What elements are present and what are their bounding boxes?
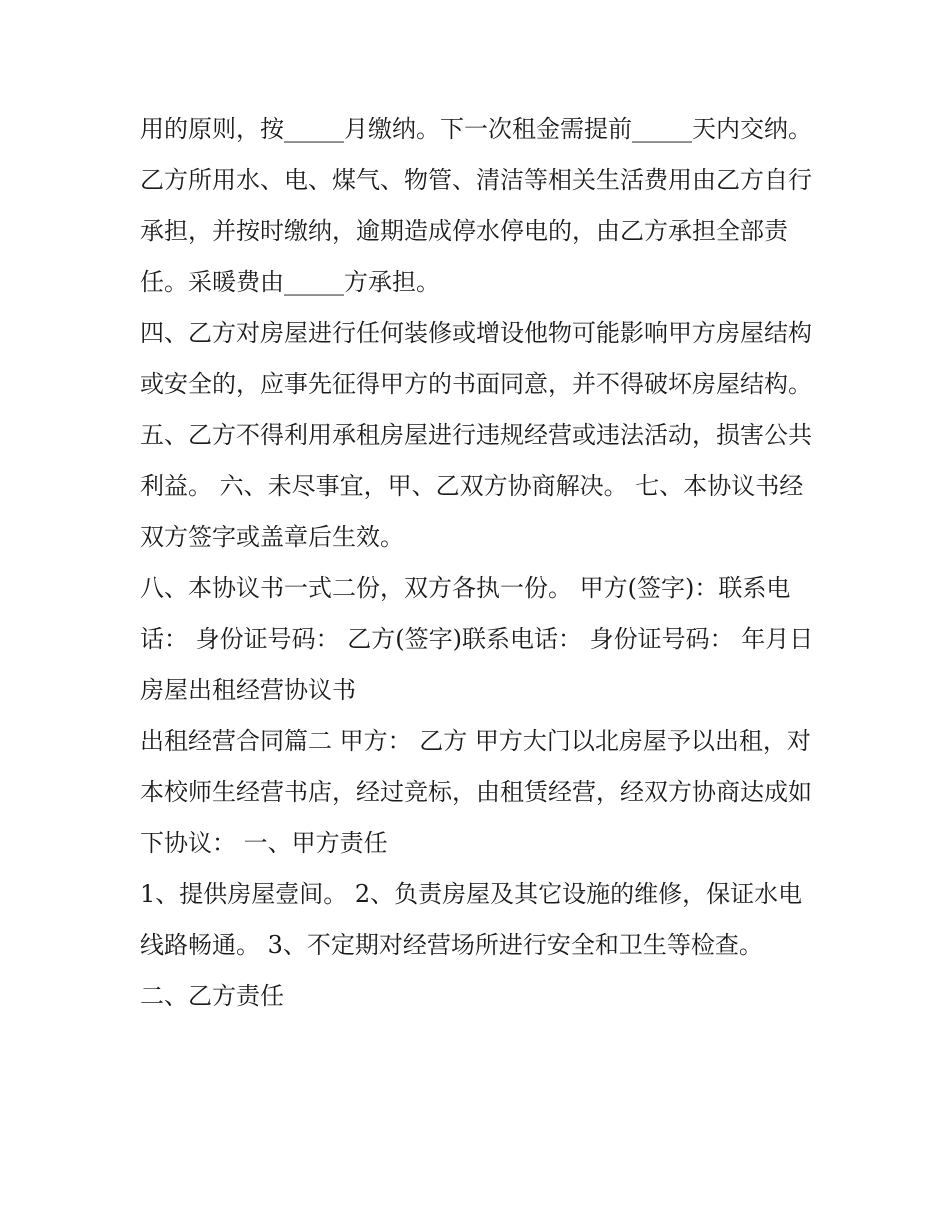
paragraph-clause-five-to-seven: 五、乙方不得利用承租房屋进行违规经营或违法活动，损害公共利益。 六、未尽事宜，甲、乙双方协商解决。 七、本协议书经双方签字或盖章后生效。 — [140, 421, 812, 551]
document-body — [140, 104, 820, 1022]
paragraph-clause-eight-signatures: 八、本协议书一式二份，双方各执一份。 甲方(签字)：联系电话： 身份证号码： 乙方(签字)联系电话： 身份证号码： 年月日 房屋出租经营协议书 — [140, 574, 821, 704]
paragraph-utilities: 乙方所用水、电、煤气、物管、清洁等相关生活费用由乙方自行承担，并按时缴纳，逾期造成停水停电的，由乙方承担全部责任。采暖费由_____方承担。 — [140, 166, 812, 296]
paragraph-party-a-duties: 1、提供房屋壹间。 2、负责房屋及其它设施的维修，保证水电线路畅通。 3、不定期对经营场所进行安全和卫生等检查。 — [140, 880, 803, 959]
paragraph-rent-payment: 用的原则，按_____月缴纳。下一次租金需提前_____天内交纳。 — [140, 115, 812, 143]
heading-party-b-duties: 二、乙方责任 — [140, 982, 284, 1010]
paragraph-contract-two-intro: 出租经营合同篇二 甲方： 乙方 甲方大门以北房屋予以出租，对本校师生经营书店，经过竞标，由租赁经营，经双方协商达成如下协议： 一、甲方责任 — [140, 727, 812, 857]
paragraph-clause-four: 四、乙方对房屋进行任何装修或增设他物可能影响甲方房屋结构或安全的，应事先征得甲方的书面同意，并不得破坏房屋结构。 — [140, 319, 812, 398]
